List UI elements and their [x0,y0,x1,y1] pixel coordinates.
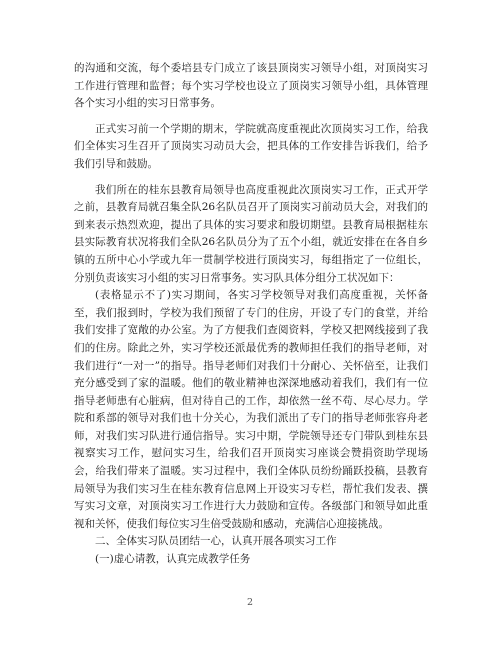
paragraph-2: 正式实习前一个学期的期末，学院就高度重视此次顶岗实习工作，给我们全体实习生召开了顶岗实习动员大会，把具体的工作安排告诉我们，给予我们引导和鼓励。 [74,122,428,170]
page-number: 2 [246,597,254,608]
paragraph-3: 我们所在的桂东县教育局领导也高度重视此次顶岗实习工作，正式开学之前，县教育局就召集全队26名队员召开了顶岗实习前动员大会，对我们的到来表示热烈欢迎，提出了具体的实习要求和殷切期望。县教育局根据桂东县实际教育状况将我们全队26名队员分为了五个小组，就近安排在在各自乡镇的五所中心小学或九年一贯制学校进行顶岗实习，每组指定了一位组长，分别负责该实习小组的实习日常事务。实习队具体分组分工状况如下： [74,183,428,284]
paragraph-1: 的沟通和交流，每个委培县专门成立了该县顶岗实习领导小组，对顶岗实习工作进行管理和监督；每个实习学校也设立了顶岗实习领导小组，具体管理各个实习小组的实习日常事务。 [74,62,428,110]
subsection-heading: (一)虚心请教，认真完成教学任务 [95,553,251,566]
paragraph-4: (表格显示不了)实习期间，各实习学校领导对我们高度重视，关怀备至，我们报到时，学校为我们预留了专门的住房，开设了专门的食堂，并给我们安排了宽敞的办公室。为了方便我们查阅资料，学校又把网线接到了我们的住房。除此之外，实习学校还派最优秀的教师担任我们的指导老师，对我们进行“一对一”的指导。指导老师们对我们十分耐心、关怀倍至，让我们充分感受到了家的温暖。他们的敬业精神也深深地感动着我们，我们有一位指导老师患有心脏病，但对待自己的工作，却依然一丝不苟、尽心尽力。学院和系部的领导对我们也十分关心，为我们派出了专门的指导老师张容舟老师，对我们实习队进行通信指导。实习中期，学院领导还专门带队到桂东县视察实习工作，慰问实习生，给我们召开顶岗实习座谈会赞捐资助学现场会，给我们带来了温暖。实习过程中，我们全体队员纷纷踊跃投稿，县教育局领导为我们实习生在桂东教育信息网上开设实习专栏，帮忙我们发表、撰写实习文章，对顶岗实习工作进行大力鼓励和宣传。各级部门和领导如此重视和关怀，使我们每位实习生倍受鼓励和感动，充满信心迎接挑战。 [74,289,428,530]
document-page [74,60,428,569]
section-heading: 二、全体实习队员团结一心，认真开展各项实习工作 [95,535,337,548]
